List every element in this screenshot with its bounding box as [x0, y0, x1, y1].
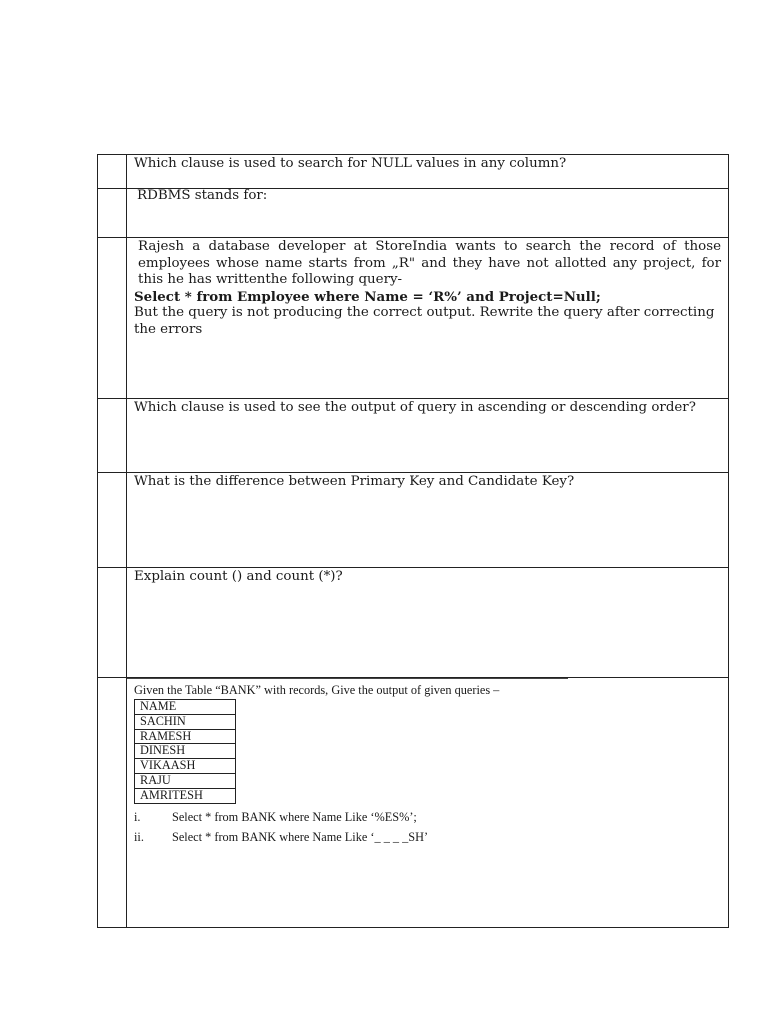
question-cell: [127, 678, 729, 928]
question-number-cell: [98, 678, 127, 928]
question-text: Which clause is used to search for NULL values in any column?: [134, 156, 567, 171]
question-cell: [127, 568, 729, 678]
bank-table-cell: RAMESH: [135, 729, 236, 744]
question-text: What is the difference between Primary Key and Candidate Key?: [134, 474, 575, 489]
question-cell: [127, 189, 729, 238]
query-label: ii.: [134, 829, 144, 844]
question-row: [98, 678, 729, 928]
question-cell: [127, 399, 729, 473]
bank-intro-text: Given the Table “BANK” with records, Give the output of given queries –: [127, 678, 568, 697]
question-text: Rajesh a database developer at StoreIndia wants to search the record of those employees whose name starts from „R" and they have not allotted any project, for this he has writtenthe following query-: [138, 239, 721, 287]
question-text-continued: But the query is not producing the correct output. Rewrite the query after correcting the errors: [134, 305, 715, 337]
question-table: [97, 154, 729, 928]
query-label: i.: [134, 809, 141, 824]
question-row: [98, 189, 729, 238]
question-text: Explain count () and count (*)?: [134, 569, 343, 584]
question-text: Which clause is used to see the output of query in ascending or descending order?: [134, 400, 696, 415]
question-cell: [127, 155, 729, 189]
question-row: [98, 568, 729, 678]
bank-table-cell: SACHIN: [135, 714, 236, 729]
question-number-cell: [98, 189, 127, 238]
bank-table-cell: VIKAASH: [135, 759, 236, 774]
query-text: Select * from BANK where Name Like ‘_ _ _ _SH’: [172, 829, 429, 844]
question-cell: [127, 473, 729, 568]
bank-table-cell: AMRITESH: [135, 788, 236, 803]
question-cell: [127, 238, 729, 399]
bank-query-item: [134, 807, 721, 827]
bank-query-item: [134, 827, 721, 847]
question-number-cell: [98, 473, 127, 568]
bank-table-header: NAME: [135, 700, 236, 715]
question-row: [98, 238, 729, 399]
bank-table: [134, 699, 236, 804]
question-row: [98, 155, 729, 189]
question-number-cell: [98, 238, 127, 399]
question-text: RDBMS stands for:: [137, 188, 268, 203]
question-number-cell: [98, 155, 127, 189]
question-row: [98, 473, 729, 568]
question-number-cell: [98, 399, 127, 473]
bank-query-list: [134, 807, 721, 847]
query-text: Select * from BANK where Name Like ‘%ES%’;: [172, 809, 417, 824]
question-number-cell: [98, 568, 127, 678]
sql-query-text: Select * from Employee where Name = ‘R%’ and Project=Null;: [134, 288, 601, 305]
bank-table-cell: RAJU: [135, 773, 236, 788]
bank-table-cell: DINESH: [135, 744, 236, 759]
question-row: [98, 399, 729, 473]
